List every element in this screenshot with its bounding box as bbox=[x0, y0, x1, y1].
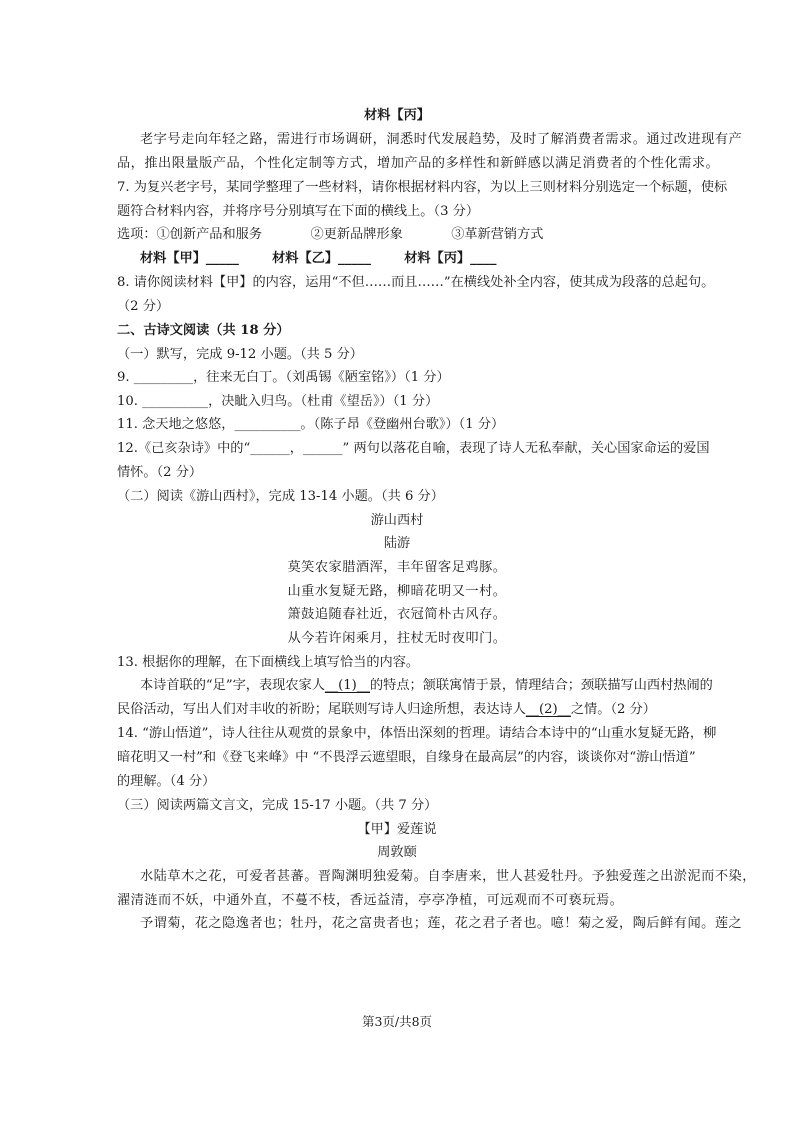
options-label: 选项： bbox=[117, 227, 157, 242]
section-2-title: 二、古诗文阅读（共 18 分） bbox=[117, 323, 290, 338]
question-11: 11. 念天地之悠悠，__________。（陈子昂《登幽州台歌》）（1 分） bbox=[117, 417, 505, 432]
essay-paragraph-1-line-1: 水陆草木之花，可爱者甚蕃。晋陶渊明独爱菊。自李唐来，世人甚爱牡丹。予独爱莲之出淤泥而不染， bbox=[140, 869, 756, 884]
poem-line-2: 山重水复疑无路，柳暗花明又一村。 bbox=[287, 584, 507, 599]
question-14-line-2: 暗花明又一村”和《登飞来峰》中 “不畏浮云遮望眼，自缘身在最高层”的内容，谈谈你对“游山悟道” bbox=[117, 750, 696, 765]
section-2-part-1: （一）默写，完成 9-12 小题。（共 5 分） bbox=[117, 347, 363, 362]
poem-line-1: 莫笑农家腊酒浑，丰年留客足鸡豚。 bbox=[287, 560, 507, 575]
question-7-blanks bbox=[140, 249, 497, 269]
question-12-line-1: 12.《己亥杂诗》中的“______，______” 两句以落花自喻，表现了诗人无私奉献，关心国家命运的爱国 bbox=[117, 441, 710, 456]
poem-author: 陆游 bbox=[383, 536, 411, 551]
question-9: 9. _________，往来无白丁。（刘禹锡《陋室铭》）（1 分） bbox=[117, 370, 450, 385]
essay-title: 【甲】爱莲说 bbox=[357, 822, 437, 837]
section-2-part-3: （三）阅读两篇文言文，完成 15-17 小题。（共 7 分） bbox=[117, 798, 438, 813]
question-7-options bbox=[117, 225, 544, 245]
material-c-heading: 材料【丙】 bbox=[364, 108, 430, 123]
poem-line-4: 从今若许闲乘月，拄杖无时夜叩门。 bbox=[287, 631, 507, 646]
question-14-line-3: 的理解。（4 分） bbox=[117, 774, 216, 789]
question-12-line-2: 情怀。（2 分） bbox=[117, 465, 203, 480]
section-2-part-2: （二）阅读《游山西村》，完成 13-14 小题。（共 6 分） bbox=[117, 489, 444, 504]
option-3: ③革新营销方式 bbox=[451, 227, 544, 242]
question-13-line-1: 本诗首联的“足”字，表现农家人__(1)__的特点；颔联寓情于景，情理结合；颈联描写山西村热闹的 bbox=[140, 678, 713, 693]
blank-material-a: 材料【甲】_____ bbox=[140, 251, 239, 266]
essay-author: 周敦颐 bbox=[377, 845, 417, 860]
blank-material-b: 材料【乙】_____ bbox=[272, 251, 371, 266]
essay-paragraph-2-line-1: 予谓菊，花之隐逸者也；牡丹，花之富贵者也；莲，花之君子者也。噫！菊之爱，陶后鲜有闻。莲之 bbox=[140, 916, 743, 931]
poem-title: 游山西村 bbox=[370, 513, 424, 528]
question-10: 10. __________，决眦入归鸟。（杜甫《望岳》）（1 分） bbox=[117, 394, 439, 409]
question-13-line-2: 民俗活动，写出人们对丰收的祈盼；尾联则写诗人归途所想，表达诗人__(2)__之情。（2 分） bbox=[117, 702, 656, 717]
option-1: ①创新产品和服务 bbox=[156, 227, 263, 242]
question-8-line-2: （2 分） bbox=[117, 299, 170, 314]
question-8-line-1: 8. 请你阅读材料【甲】的内容，运用“不但……而且……”在横线处补全内容，使其成为段落的总起句。 bbox=[117, 275, 715, 290]
question-13-blank-2: __(2)__ bbox=[525, 702, 571, 717]
question-7-line-1: 7. 为复兴老字号，某同学整理了一些材料，请你根据材料内容，为以上三则材料分别选定一个标题，使标 bbox=[117, 180, 728, 195]
question-14-line-1: 14. “游山悟道”，诗人往往从观赏的景象中，体悟出深刻的哲理。请结合本诗中的“山重水复疑无路，柳 bbox=[117, 726, 717, 741]
material-c-paragraph-line-2: 品，推出限量版产品，个性化定制等方式，增加产品的多样性和新鲜感以满足消费者的个性化需求。 bbox=[117, 156, 720, 171]
poem-line-3: 箫鼓追随春社近，衣冠简朴古风存。 bbox=[287, 607, 507, 622]
option-2: ②更新品牌形象 bbox=[310, 227, 403, 242]
page-footer: 第3页/共8页 bbox=[361, 1014, 433, 1029]
essay-paragraph-1-line-2: 濯清涟而不妖，中通外直，不蔓不枝，香远益清，亭亭净植，可远观而不可亵玩焉。 bbox=[117, 893, 624, 908]
material-c-paragraph-line-1: 老字号走向年轻之路，需进行市场调研，洞悉时代发展趋势，及时了解消费者需求。通过改进现有产 bbox=[140, 132, 743, 147]
blank-material-c: 材料【丙】____ bbox=[404, 251, 497, 266]
question-13-blank-1: __(1)__ bbox=[324, 678, 370, 693]
question-13-prompt: 13. 根据你的理解，在下面横线上填写恰当的内容。 bbox=[117, 655, 420, 670]
question-7-line-2: 题符合材料内容，并将序号分别填写在下面的横线上。（3 分） bbox=[117, 204, 480, 219]
